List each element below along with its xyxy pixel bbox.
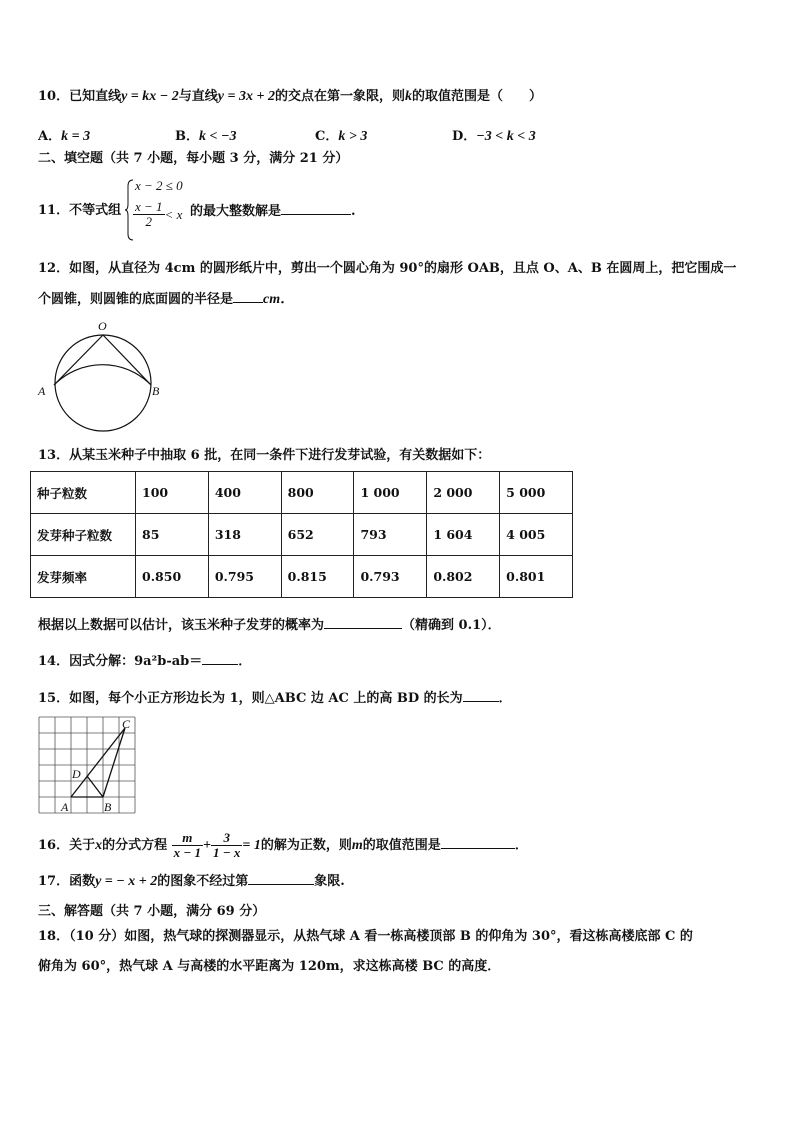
table-cell: 100 — [136, 472, 209, 514]
q15-answer-blank — [463, 689, 499, 702]
q15-side-bc — [103, 728, 125, 797]
q16-frac2-num: 3 — [211, 831, 242, 846]
q15-grid-figure — [36, 714, 142, 816]
q10-eq1: y = kx − 2 — [121, 89, 179, 104]
q11-frac-den: 2 — [145, 214, 153, 229]
q16-frac1-num: m — [172, 831, 203, 846]
q15-label-a: A — [61, 800, 69, 814]
q18-line-2: 俯角为 60°，热气球 A 与高楼的水平距离为 120m，求这栋高楼 BC 的高度． — [38, 959, 501, 974]
question-14: 14．因式分解：9a²b-ab＝ ． — [38, 654, 252, 669]
table-cell: 0.815 — [281, 556, 354, 598]
q12-line2b: cm． — [263, 292, 295, 307]
q13-followup: 根据以上数据可以估计，该玉米种子发芽的概率为 （精确到 0.1）． — [38, 618, 501, 633]
table-cell: 793 — [354, 514, 427, 556]
q15-label-b: B — [104, 800, 112, 814]
table-cell: 0.801 — [500, 556, 573, 598]
table-cell: 5 000 — [500, 472, 573, 514]
q11-end: . — [351, 204, 356, 219]
table-cell: 种子粒数 — [31, 472, 136, 514]
table-cell: 0.793 — [354, 556, 427, 598]
table-cell: 652 — [281, 514, 354, 556]
q11-tail-line — [190, 202, 356, 221]
q10-eq2: y = 3x + 2 — [217, 89, 275, 104]
q16-frac2-den: 1 − x — [213, 845, 241, 860]
q10-option-a: A．k = 3 — [38, 129, 91, 144]
table-cell: 0.795 — [208, 556, 281, 598]
question-11 — [38, 202, 121, 220]
table-cell: 2 000 — [427, 472, 500, 514]
q12-line-2 — [38, 290, 294, 309]
q12-answer-blank — [233, 290, 263, 303]
q15-label-c: C — [122, 717, 131, 731]
section-3-heading: 三、解答题（共 7 小题，满分 69 分） — [38, 904, 266, 919]
q15-side-ac — [71, 728, 125, 797]
table-cell: 85 — [136, 514, 209, 556]
question-15: 15．如图，每个小正方形边长为 1，则△ABC 边 AC 上的高 BD 的长为 ． — [38, 691, 512, 706]
question-17: 17．函数y = − x + 2的图象不经过第 象限. — [38, 874, 345, 889]
q15-height-bd — [87, 776, 103, 797]
q10-mid2: 的交点在第一象限，则 — [274, 89, 405, 104]
q16-frac1-den: x − 1 — [173, 845, 202, 860]
q12-segment-ob — [103, 335, 151, 385]
table-cell: 0.802 — [427, 556, 500, 598]
table-cell: 发芽频率 — [31, 556, 136, 598]
q11-answer-blank — [281, 202, 351, 215]
table-cell: 400 — [208, 472, 281, 514]
q18-line-1: 18．（10 分）如图，热气球的探测器显示，从热气球 A 看一栋高楼顶部 B 的仰角为 30°，看这栋高楼底部 C 的 — [38, 929, 693, 944]
q15-label-d: D — [72, 767, 81, 781]
table-cell: 0.850 — [136, 556, 209, 598]
table-row — [31, 556, 573, 598]
q15-grid — [39, 717, 135, 813]
q11-lead: 11．不等式组 — [38, 203, 122, 218]
table-row — [31, 472, 573, 514]
q11-frac-num: x − 1 — [135, 199, 163, 214]
table-cell: 1 604 — [427, 514, 500, 556]
q12-label-a: A — [38, 384, 46, 398]
q11-tail: 的最大整数解是 — [190, 204, 282, 219]
table-cell: 1 000 — [354, 472, 427, 514]
q14-answer-blank — [202, 652, 238, 665]
q11-ineq1: x − 2 ≤ 0 — [135, 178, 183, 193]
q11-ineq2-tail: < x — [164, 207, 183, 222]
q12-figure — [35, 318, 165, 433]
section-2-heading: 二、填空题（共 7 小题，每小题 3 分，满分 21 分） — [38, 151, 349, 166]
q16-answer-blank — [441, 836, 515, 849]
table-cell: 4 005 — [500, 514, 573, 556]
q12-sector-arc — [54, 365, 151, 385]
table-cell: 318 — [208, 514, 281, 556]
q10-option-b: B．k < −3 — [175, 129, 237, 144]
q12-circle — [55, 335, 151, 431]
table-cell: 800 — [281, 472, 354, 514]
table-row — [31, 514, 573, 556]
question-10 — [38, 88, 542, 106]
q10-lead: 10．已知直线 — [38, 89, 122, 104]
q12-label-b: B — [152, 384, 160, 398]
q12-line-1: 12．如图，从直径为 4cm 的圆形纸片中，剪出一个圆心角为 90°的扇形 OAB，且点 O、A、B 在圆周上，把它围成一 — [38, 261, 737, 276]
q10-mid1: 与直线 — [178, 89, 218, 104]
q10-k: k — [404, 89, 412, 104]
q13-answer-blank — [324, 616, 402, 629]
q13-data-table — [30, 471, 573, 598]
q10-option-c: C．k > 3 — [315, 129, 368, 144]
q12-label-o: O — [98, 319, 107, 333]
q17-answer-blank — [248, 872, 314, 885]
question-16: 16．关于x的分式方程 $\frac{m}{x - 1}$ + $\frac{3}{1 - x}$ = 1的解为正数，则m的取值范围是 ． — [38, 830, 528, 860]
q10-option-d: D．−3 < k < 3 — [452, 129, 536, 144]
q13-stem: 13．从某玉米种子中抽取 6 批，在同一条件下进行发芽试验，有关数据如下： — [38, 448, 491, 463]
table-cell: 发芽种子粒数 — [31, 514, 136, 556]
q11-inequality-system — [125, 178, 195, 244]
q12-line2a: 个圆锥，则圆锥的底面圆的半径是 — [38, 292, 234, 307]
q10-tail: 的取值范围是（ ） — [411, 89, 542, 104]
